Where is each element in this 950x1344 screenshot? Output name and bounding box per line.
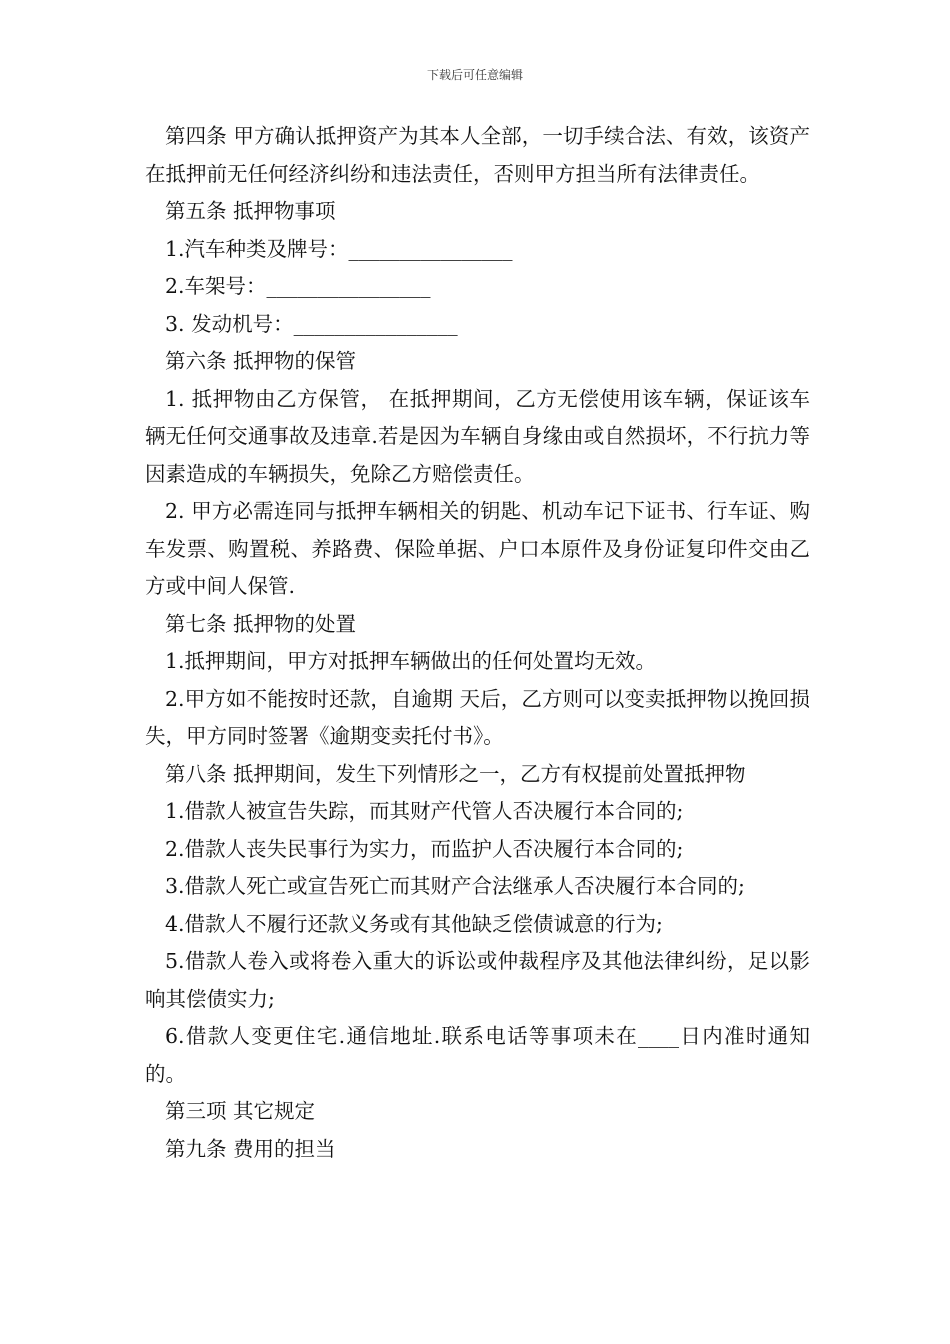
heading-article-9: 第九条 费用的担当 [165, 1136, 336, 1161]
heading-article-8: 第八条 抵押期间，发生下列情形之一，乙方有权提前处置抵押物 [165, 761, 746, 786]
heading-article-6: 第六条 抵押物的保管 [165, 349, 357, 373]
heading-article-7: 第七条 抵押物的处置 [165, 611, 357, 636]
list-item: 2. 甲方必需连同与抵押车辆相关的钥匙、机动车记下证书、行车证、购车发票、购置税、养路费、保险单据、户口本原件及身份证复印件交由乙方或中间人保管. [145, 499, 810, 598]
heading-section-3: 第三项 其它规定 [165, 1099, 316, 1123]
list-item: 1. 抵押物由乙方保管， 在抵押期间，乙方无偿使用该车辆，保证该车辆无任何交通事故及违章.若是因为车辆自身缘由或自然损坏，不行抗力等因素造成的车辆损失，免除乙方赔偿责任。 [145, 386, 810, 486]
list-item: 3.借款人死亡或宣告死亡而其财产合法继承人否决履行本合同的; [165, 874, 745, 898]
list-item: 5.借款人卷入或将卷入重大的诉讼或仲裁程序及其他法律纠纷，足以影响其偿债实力; [145, 949, 810, 1011]
list-item: 1.汽车种类及牌号：________________ [165, 236, 513, 261]
list-item: 6.借款人变更住宅.通信地址.联系电话等事项未在____日内准时通知的。 [145, 1024, 810, 1086]
list-item: 2.车架号：________________ [165, 274, 431, 298]
heading-article-5: 第五条 抵押物事项 [165, 199, 336, 223]
list-item: 2.甲方如不能按时还款，自逾期 天后，乙方则可以变卖抵押物以挽回损失，甲方同时签署《逾期变卖托付书》。 [145, 686, 810, 748]
paragraph-article-4: 第四条 甲方确认抵押资产为其本人全部，一切手续合法、有效，该资产在抵押前无任何经济纠纷和违法责任，否则甲方担当所有法律责任。 [145, 124, 810, 186]
list-item: 3. 发动机号：________________ [165, 311, 458, 336]
list-item: 1.抵押期间，甲方对抵押车辆做出的任何处置均无效。 [165, 649, 657, 673]
list-item: 4.借款人不履行还款义务或有其他缺乏偿债诚意的行为; [165, 911, 663, 936]
list-item: 1.借款人被宣告失踪，而其财产代管人否决履行本合同的; [165, 799, 684, 823]
document-body [145, 118, 810, 1168]
list-item: 2.借款人丧失民事行为实力，而监护人否决履行本合同的; [165, 836, 684, 861]
page-header: 下载后可任意编辑 [426, 68, 523, 82]
